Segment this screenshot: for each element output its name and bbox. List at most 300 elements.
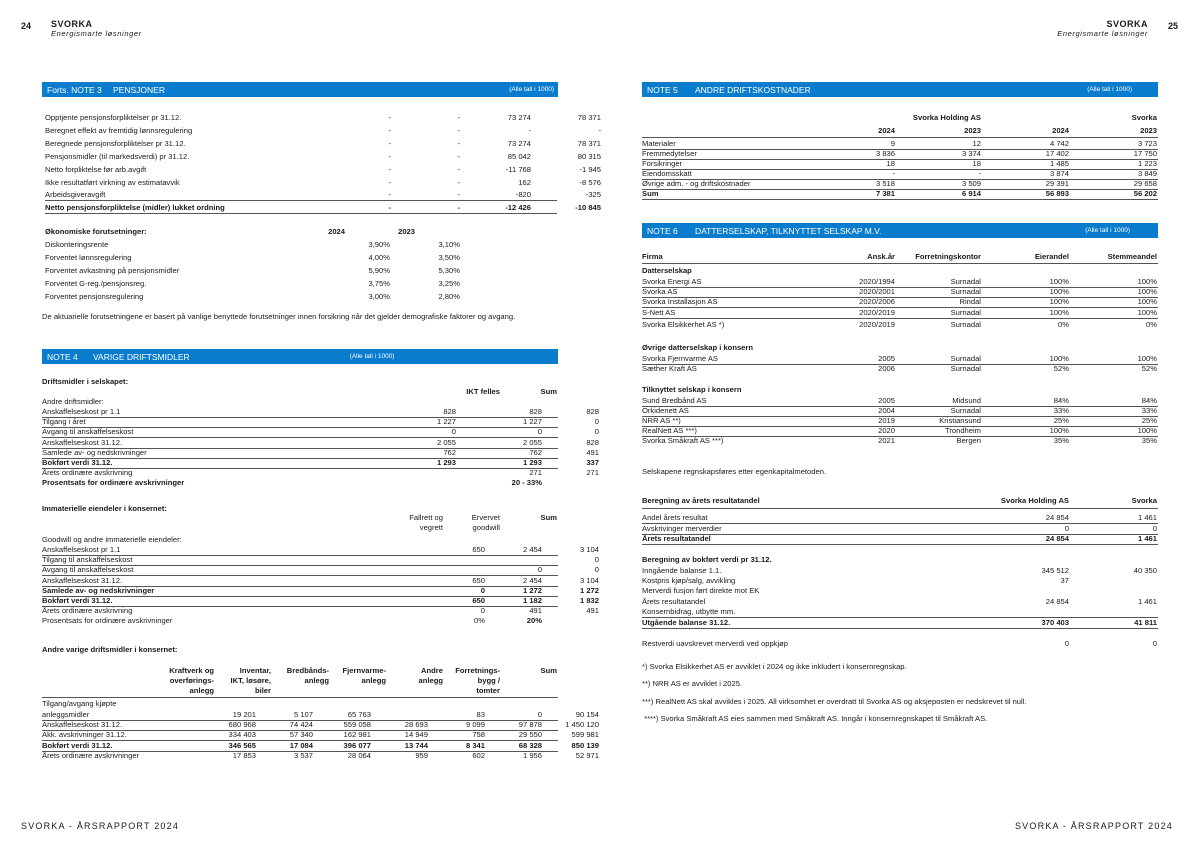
cost-row <box>642 189 1158 200</box>
row-label: Orkidenett AS <box>642 406 689 415</box>
fixed-asset-row <box>42 730 599 741</box>
row-value: 24 854 <box>1045 534 1069 543</box>
row-value: Surnadal <box>950 319 981 329</box>
row-label: Forsikringer <box>642 158 683 168</box>
row-value: 828 <box>586 437 599 447</box>
method-text: Selskapene regnskapsføres etter egenkapitalmetoden. <box>642 467 827 476</box>
assumption-row <box>45 265 460 276</box>
column-header: Fjernvarme- <box>342 666 386 675</box>
row-value: 3 849 <box>1137 168 1157 178</box>
divider <box>42 697 558 698</box>
row-value: 52% <box>1141 364 1157 374</box>
row-value: 346 565 <box>228 740 256 750</box>
row-label: Årets resultatandel <box>642 597 706 606</box>
row-label: Merverdi fusjon ført direkte mot EK <box>642 586 760 595</box>
row-label: NRR AS **) <box>642 416 681 425</box>
unit-label: (Alle tall i 1000) <box>1085 227 1130 234</box>
column-header: Bredbånds- <box>286 666 329 675</box>
fixed-asset-row <box>42 751 599 761</box>
row-value: 52 971 <box>575 751 599 761</box>
column-header: Sum <box>540 387 557 396</box>
row-value: 959 <box>415 751 428 761</box>
row-value: -12 426 <box>505 203 531 213</box>
row-value: 762 <box>529 447 542 457</box>
row-value: 0 <box>1064 523 1069 533</box>
note-title: ANDRE DRIFTSKOSTNADER <box>695 84 811 95</box>
subsidiary-row <box>642 308 1158 319</box>
pension-row <box>45 113 601 123</box>
row-value: 850 139 <box>571 740 599 750</box>
pension-row <box>45 151 601 162</box>
row-value: 680 968 <box>228 720 256 729</box>
row-value: 2 055 <box>436 437 456 447</box>
result-row <box>642 534 1158 545</box>
note-title: DATTERSELSKAP, TILKNYTTET SELSKAP M.V. <box>695 225 882 236</box>
row-label: Bokført verdi 31.12. <box>42 740 113 750</box>
row-value: 25% <box>1141 416 1157 425</box>
row-value: 1 956 <box>522 751 542 761</box>
row-value: 100% <box>1137 307 1157 317</box>
row-value: 4,00% <box>368 252 390 262</box>
row-label: Anskaffelseskost pr 1.1 <box>42 545 121 554</box>
row-label: Arbeidsgiveravgift <box>45 190 106 200</box>
pension-row <box>45 164 601 175</box>
row-value: 12 <box>972 139 981 148</box>
row-label: S-Nett AS <box>642 307 676 317</box>
row-label: Samlede av- og nedskrivninger <box>42 447 147 457</box>
row-label: Svorka Installasjon AS <box>642 297 718 307</box>
row-value: 20 - 33% <box>511 478 542 488</box>
note-label: NOTE 4 <box>47 351 78 362</box>
unit-label: (Alle tall i 1000) <box>349 353 395 360</box>
row-label: Fremmedytelser <box>642 148 697 158</box>
row-value: 29 658 <box>1133 178 1157 188</box>
row-value: 100% <box>1049 297 1069 307</box>
column-header: tomter <box>476 686 500 695</box>
row-value: 0 <box>594 565 599 575</box>
row-label: Prosentsats for ordinære avskrivninger <box>42 478 185 488</box>
row-value: Trondheim <box>944 426 981 435</box>
row-value: 65 763 <box>347 710 371 719</box>
row-value: 100% <box>1049 307 1069 317</box>
row-value: 650 <box>472 596 485 605</box>
row-value: 3,00% <box>368 291 390 301</box>
row-value: 3,50% <box>438 252 460 262</box>
row-value: 1 461 <box>1137 513 1157 522</box>
assumption-row <box>45 291 460 302</box>
section-subtitle: Goodwill og andre immaterielle eiendeler: <box>42 535 182 544</box>
row-label: Sund Bredbånd AS <box>642 396 707 405</box>
assumption-row <box>45 252 460 263</box>
row-value: 90 154 <box>575 710 599 719</box>
row-value: Surnadal <box>950 287 981 297</box>
brand-name: SVORKA <box>1106 19 1148 29</box>
page-number-left: 24 <box>21 21 32 31</box>
row-value: 1 461 <box>1137 534 1157 543</box>
row-value: 334 403 <box>228 730 256 740</box>
row-value: 762 <box>443 447 456 457</box>
restverdi-row <box>642 639 1158 649</box>
section-title: Beregning av bokført verdi pr 31.12. <box>642 555 772 564</box>
row-value: 1 227 <box>522 417 542 427</box>
row-value: 1 182 <box>522 596 542 605</box>
column-header: Inventar, <box>239 666 271 675</box>
row-label: Svorka Småkraft AS ***) <box>642 436 724 445</box>
column-header: Forretningskontor <box>915 252 981 261</box>
row-value: 1 485 <box>1049 158 1069 168</box>
row-label: Svorka Fjernvarme AS <box>642 354 718 363</box>
pension-row <box>45 125 601 136</box>
row-value: 73 274 <box>507 113 531 122</box>
column-header: IKT felles <box>466 387 500 396</box>
row-value: 1 272 <box>522 585 542 595</box>
row-label: Restverdi uavskrevet merverdi ved oppkjøp <box>642 639 789 648</box>
row-value: 491 <box>586 606 599 616</box>
row-value: 18 <box>972 158 981 168</box>
note-label: NOTE 6 <box>647 225 678 236</box>
row-value: 0% <box>1146 319 1157 329</box>
column-header: Ervervet <box>471 513 500 522</box>
row-value: 650 <box>472 545 485 554</box>
row-value: 2019 <box>878 416 895 425</box>
row-value: Surnadal <box>950 277 981 286</box>
row-value: 18 <box>886 158 895 168</box>
row-label: Sum <box>642 188 659 198</box>
row-value: 650 <box>472 575 485 585</box>
footnote: ****) Svorka Småkraft AS eies sammen med Småkraft AS. Inngår i konsernregnskapet til Småkraft AS. <box>642 713 988 723</box>
divider <box>642 263 1158 264</box>
row-value: -8 576 <box>579 177 601 187</box>
note4-title-bar <box>42 349 558 364</box>
row-label: Svorka AS <box>642 287 678 297</box>
row-value: - <box>457 138 460 148</box>
row-value: - <box>388 138 391 148</box>
row-value: 8 341 <box>465 740 485 750</box>
row-value: -820 <box>515 190 531 200</box>
page-number-right: 25 <box>1167 21 1178 31</box>
footnote: ***) RealNett AS skal avvikles i 2025. All virksomhet er overdratt til Svorka AS og aksjeposten er nedskrevet til null. <box>642 696 1027 706</box>
row-value: - <box>457 203 460 213</box>
row-value: 5 107 <box>293 710 313 719</box>
row-label: Årets ordinære avskrivning <box>42 468 133 478</box>
row-value: 559 058 <box>343 720 371 729</box>
row-value: 758 <box>472 730 485 740</box>
section-title: Driftsmidler i selskapet: <box>42 377 129 386</box>
book-value-row <box>642 597 1158 607</box>
row-value: 83 <box>476 710 485 719</box>
row-value: 84% <box>1053 396 1069 405</box>
row-label: Tilgang til anskaffelseskost <box>42 555 133 565</box>
row-value: - <box>388 113 391 122</box>
divider <box>642 508 1158 509</box>
row-label: Netto pensjonsforpliktelse (midler) lukket ordning <box>45 203 225 213</box>
row-value: 3 104 <box>579 545 599 554</box>
unit-label: (Alle tall i 1000) <box>509 86 554 93</box>
row-value: 0 <box>451 427 456 437</box>
row-value: 162 <box>518 177 531 187</box>
column-header: goodwill <box>472 523 500 532</box>
note3-title-bar <box>42 82 558 97</box>
footer-left: SVORKA - ÅRSRAPPORT 2024 <box>21 821 180 831</box>
row-value: - <box>457 151 460 161</box>
assumption-row <box>45 240 460 250</box>
group-title: Øvrige datterselskap i konsern <box>642 343 753 352</box>
row-value: 100% <box>1137 297 1157 307</box>
row-value: 1 272 <box>579 585 599 595</box>
section-title: Andre varige driftsmidler i konsernet: <box>42 645 178 654</box>
row-value: 100% <box>1137 426 1157 435</box>
book-value-row <box>642 618 1158 629</box>
row-value: 1 832 <box>579 596 599 605</box>
row-value: - <box>892 168 895 178</box>
note6-title-bar <box>642 223 1158 238</box>
column-header: Sum <box>540 666 557 675</box>
row-value: 0 <box>594 427 599 437</box>
column-header: Andre <box>421 666 443 675</box>
group-header: Svorka Holding AS <box>912 113 981 122</box>
column-header: overførings- <box>169 676 214 685</box>
row-label: Utgående balanse 31.12. <box>642 618 731 627</box>
row-label: Bokført verdi 31.12. <box>42 596 113 605</box>
row-label: Anskaffelseskost 31.12. <box>42 437 123 447</box>
row-value: 345 512 <box>1041 566 1069 575</box>
row-value: 828 <box>443 407 456 416</box>
row-label: Tilgang/avgang kjøpte <box>42 699 117 708</box>
column-header: Eierandel <box>1034 252 1069 261</box>
column-header: Kraftverk og <box>169 666 214 675</box>
unit-label: (Alle tall i 1000) <box>1087 86 1132 93</box>
row-value: 68 328 <box>518 740 542 750</box>
row-label: Tilgang i året <box>42 417 86 427</box>
book-value-row <box>642 607 1158 618</box>
row-value: 28 693 <box>404 720 428 729</box>
row-value: 3,90% <box>368 240 390 249</box>
row-value: - <box>457 177 460 187</box>
row-label: Samlede av- og nedskrivninger <box>42 585 155 595</box>
row-value: 33% <box>1053 406 1069 415</box>
row-label: RealNett AS ***) <box>642 426 697 435</box>
column-header: Firma <box>642 252 663 261</box>
column-header: IKT, løsøre, <box>230 676 271 685</box>
row-value: 5,30% <box>438 265 460 275</box>
row-value: 2006 <box>878 364 895 374</box>
row-value: 271 <box>529 468 542 478</box>
row-value: 1 223 <box>1137 158 1157 168</box>
fixed-asset-row <box>42 720 599 731</box>
row-value: 3 104 <box>579 575 599 585</box>
group-title: Datterselskap <box>642 266 692 275</box>
row-value: 29 391 <box>1045 178 1069 188</box>
row-value: - <box>388 203 391 213</box>
subsidiary-row <box>642 320 1158 330</box>
row-value: 100% <box>1049 354 1069 363</box>
row-value: 35% <box>1141 436 1157 445</box>
row-label: Sæther Kraft AS <box>642 364 697 374</box>
row-value: 2004 <box>878 406 895 415</box>
row-label: Svorka Elsikkerhet AS *) <box>642 319 725 329</box>
row-value: 828 <box>586 407 599 416</box>
row-value: 3 874 <box>1049 168 1069 178</box>
row-value: 0 <box>480 585 485 595</box>
row-value: 80 315 <box>577 151 601 161</box>
note-title: PENSJONER <box>113 84 165 95</box>
row-value: 29 550 <box>518 730 542 740</box>
row-value: 78 371 <box>577 113 601 122</box>
row-value: 0% <box>474 616 485 626</box>
brand-right <box>1057 19 1148 39</box>
row-label: Diskonteringsrente <box>45 240 109 249</box>
row-value: 2005 <box>878 396 895 405</box>
row-value: - <box>978 168 981 178</box>
row-value: 100% <box>1137 287 1157 297</box>
row-value: 0 <box>1064 639 1069 648</box>
column-header: Sum <box>540 513 557 522</box>
row-value: 78 371 <box>577 138 601 148</box>
row-value: 100% <box>1049 287 1069 297</box>
row-value: -10 845 <box>575 203 601 213</box>
intangible-row <box>42 606 599 616</box>
row-value: 52% <box>1053 364 1069 374</box>
row-label: Beregnet effekt av fremtidig lønnsregulering <box>45 125 193 135</box>
column-header: bygg / <box>477 676 500 685</box>
row-value: 271 <box>586 468 599 478</box>
row-label: Forventet avkastning på pensjonsmidler <box>45 265 180 275</box>
row-value: 19 201 <box>232 710 256 719</box>
row-value: 337 <box>586 458 599 467</box>
row-label: Kostpris kjøp/salg, avvikling <box>642 576 736 585</box>
year-header: 2023 <box>398 227 415 236</box>
row-label: Inngående balanse 1.1. <box>642 566 722 575</box>
column-header: Svorka <box>1131 496 1157 505</box>
assumption-text: De aktuarielle forutsetningene er basert på vanlige benyttede forutsetninger innen forsikring når det gjelder demografiske faktorer og avgang. <box>42 312 516 321</box>
row-value: 33% <box>1141 406 1157 415</box>
row-value: 35% <box>1053 436 1069 445</box>
row-label: Netto forpliktelse før arb.avgift <box>45 164 147 174</box>
column-header: Stemmeandel <box>1107 252 1157 261</box>
row-value: Midsund <box>952 396 981 405</box>
row-value: 1 450 120 <box>565 720 599 729</box>
row-value: Bergen <box>956 436 981 445</box>
row-value: 3,10% <box>438 240 460 249</box>
row-value: 17 402 <box>1045 148 1069 158</box>
row-value: 13 744 <box>404 740 428 750</box>
row-label: Avskrivinger merverdier <box>642 523 722 533</box>
row-label: Andel årets resultat <box>642 513 708 522</box>
pension-row <box>45 138 601 149</box>
row-value: - <box>388 125 391 135</box>
year-header: 2023 <box>1140 126 1157 135</box>
fixed-asset-row <box>42 740 599 752</box>
row-value: - <box>528 125 531 135</box>
row-value: 100% <box>1049 277 1069 286</box>
row-value: 0 <box>537 565 542 575</box>
row-value: 2020 <box>878 426 895 435</box>
row-value: 41 811 <box>1134 618 1157 627</box>
book-value-row <box>642 576 1158 586</box>
row-value: 4 742 <box>1049 139 1069 148</box>
row-value: 2020/2001 <box>859 287 895 297</box>
row-value: 1 293 <box>436 458 456 467</box>
row-value: -1 945 <box>579 164 601 174</box>
brand-left <box>51 19 142 39</box>
row-value: - <box>598 125 601 135</box>
row-value: 84% <box>1141 396 1157 405</box>
row-value: 100% <box>1049 426 1069 435</box>
row-value: 602 <box>472 751 485 761</box>
row-value: - <box>388 177 391 187</box>
pension-row <box>45 190 601 201</box>
column-header: Svorka Holding AS <box>1000 496 1069 505</box>
row-value: 24 854 <box>1045 597 1069 606</box>
row-value: 0 <box>594 417 599 427</box>
row-value: 2020/2006 <box>859 297 895 307</box>
row-value: 100% <box>1137 354 1157 363</box>
footer-right: SVORKA - ÅRSRAPPORT 2024 <box>1014 821 1173 831</box>
row-value: 1 293 <box>522 458 542 467</box>
row-value: - <box>388 151 391 161</box>
row-label: Årets resultatandel <box>642 534 711 543</box>
row-value: -325 <box>585 190 601 200</box>
row-value: Kristiansund <box>939 416 981 425</box>
row-value: - <box>457 113 460 122</box>
row-value: 17 750 <box>1133 148 1157 158</box>
column-header: anlegg <box>304 676 329 685</box>
section-subtitle: Andre driftsmidler: <box>42 397 104 406</box>
row-value: 2020/1994 <box>859 277 895 286</box>
row-value: 3 723 <box>1137 139 1157 148</box>
row-label: Avgang til anskaffelseskost <box>42 427 134 437</box>
column-header: Forretnings- <box>455 666 500 675</box>
row-value: 7 381 <box>875 188 895 198</box>
row-label: Materialer <box>642 139 676 148</box>
row-label: Svorka Energi AS <box>642 277 702 286</box>
row-value: 3,25% <box>438 278 460 288</box>
column-header: Ansk.år <box>867 252 895 261</box>
row-value: 0 <box>537 427 542 437</box>
row-value: 28 064 <box>347 751 371 761</box>
note-label: Forts. NOTE 3 <box>47 84 102 95</box>
row-value: 9 <box>890 139 895 148</box>
row-value: 2 055 <box>522 437 542 447</box>
row-value: 0 <box>1152 639 1157 648</box>
row-value: 0 <box>1152 523 1157 533</box>
assumption-row <box>45 278 460 289</box>
subsidiary-row <box>642 364 1158 374</box>
row-label: Eiendomsskatt <box>642 168 692 178</box>
row-label: Bokført verdi 31.12. <box>42 458 113 467</box>
row-label: Konsernbidrag, utbytte mm. <box>642 607 736 616</box>
row-value: 9 099 <box>465 720 485 729</box>
row-value: - <box>388 164 391 174</box>
row-label: Anskaffelseskost pr 1.1 <box>42 407 121 416</box>
row-label: Øvrige adm. - og driftskostnader <box>642 178 751 188</box>
row-value: 491 <box>586 447 599 457</box>
row-label: Akk. avskrivninger 31.12. <box>42 730 127 740</box>
year-header: 2024 <box>1052 126 1069 135</box>
note5-title-bar <box>642 82 1158 97</box>
row-value: 491 <box>529 606 542 616</box>
row-value: 828 <box>529 407 542 416</box>
row-value: 2 454 <box>522 545 542 554</box>
year-header: 2024 <box>878 126 895 135</box>
section-title: Immaterielle eiendeler i konsernet: <box>42 504 167 513</box>
row-value: 5,90% <box>368 265 390 275</box>
row-label: Forventet pensjonsregulering <box>45 291 144 301</box>
row-value: 2 454 <box>522 575 542 585</box>
row-value: Surnadal <box>950 406 981 415</box>
row-value: 3,75% <box>368 278 390 288</box>
row-label: Anskaffelseskost 31.12. <box>42 720 123 729</box>
